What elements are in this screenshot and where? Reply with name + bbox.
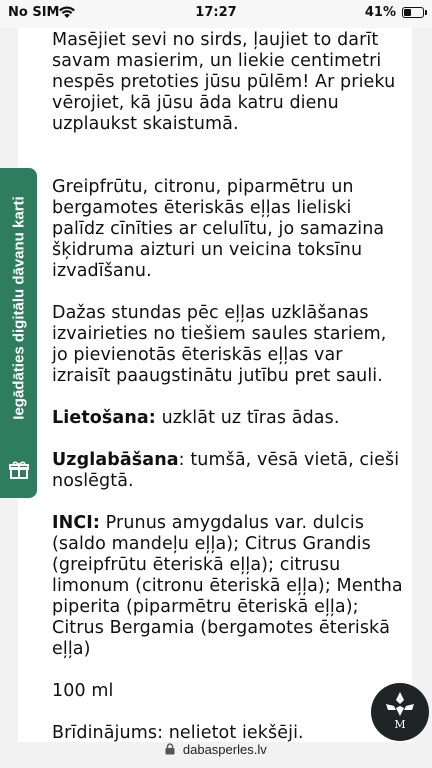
battery-icon: [402, 7, 424, 18]
description-text: [52, 30, 404, 742]
browser-url-bar[interactable]: [0, 742, 432, 768]
brand-chat-button[interactable]: [371, 683, 429, 741]
paragraph-intro: Masējiet sevi no sirds, ļaujiet to darīt savam masierim, un liekie centimetri nespēs pretoties jūsu pūlēm! Ar prieku vērojiet, kā jūsu āda katru dienu uzplaukst skaistumā.: [52, 30, 396, 134]
paragraph-essential-oils: Greipfrūtu, citronu, piparmētru un bergamotes ēteriskās eļļas lieliski palīdz cīnīties ar celulītu, jo samazina šķidruma aizturi un veicina toksīnu izvadīšanu.: [52, 177, 385, 281]
storage-text: : tumšā, vēsā vietā, cieši noslēgtā.: [52, 450, 400, 491]
battery-percentage: 41%: [364, 5, 396, 20]
usage-label: Lietošana:: [52, 408, 156, 428]
inci-label: INCI:: [52, 513, 101, 533]
paragraph-sun-warning: Dažas stundas pēc eļļas uzklāšanas izvairieties no tiešiem saules stariem, jo pievienotās ēteriskās eļļas var izraisīt paaugstinātu jutību pret sauli.: [52, 303, 387, 386]
lock-icon: [165, 743, 175, 758]
carrier-label: No SIM: [8, 5, 60, 20]
url-text: dabasperles.lv: [182, 742, 267, 757]
product-description: [18, 28, 412, 742]
storage-info: [52, 450, 404, 492]
usage-info: [52, 408, 404, 429]
storage-label: Uzglabāšana: [52, 450, 179, 470]
volume: 100 ml: [52, 681, 114, 701]
inci-text: Prunus amygdalus var. dulcis (saldo mandeļu eļļa); Citrus Grandis (greipfrūtu ēteriskā eļļa); citrusu limonum (citronu ēteriskā eļļa); Mentha piperita (piparmētru ēteriskā eļļa); Citrus Bergamia (bergamotes ēteriskā eļļa): [52, 513, 403, 659]
clock: 17:27: [195, 5, 237, 20]
warning: Brīdinājums: nelietot iekšēji.: [52, 723, 304, 742]
brand-logo-icon: [382, 690, 418, 734]
gift-icon: [9, 460, 29, 484]
svg-text:M: M: [394, 718, 406, 730]
usage-text: uzklāt uz tīras ādas.: [155, 408, 340, 428]
status-bar: [0, 0, 432, 28]
gift-card-tab-label: Iegādāties digitālu dāvanu karti: [10, 196, 27, 420]
gift-card-tab[interactable]: [0, 168, 37, 498]
inci-info: [52, 513, 404, 660]
